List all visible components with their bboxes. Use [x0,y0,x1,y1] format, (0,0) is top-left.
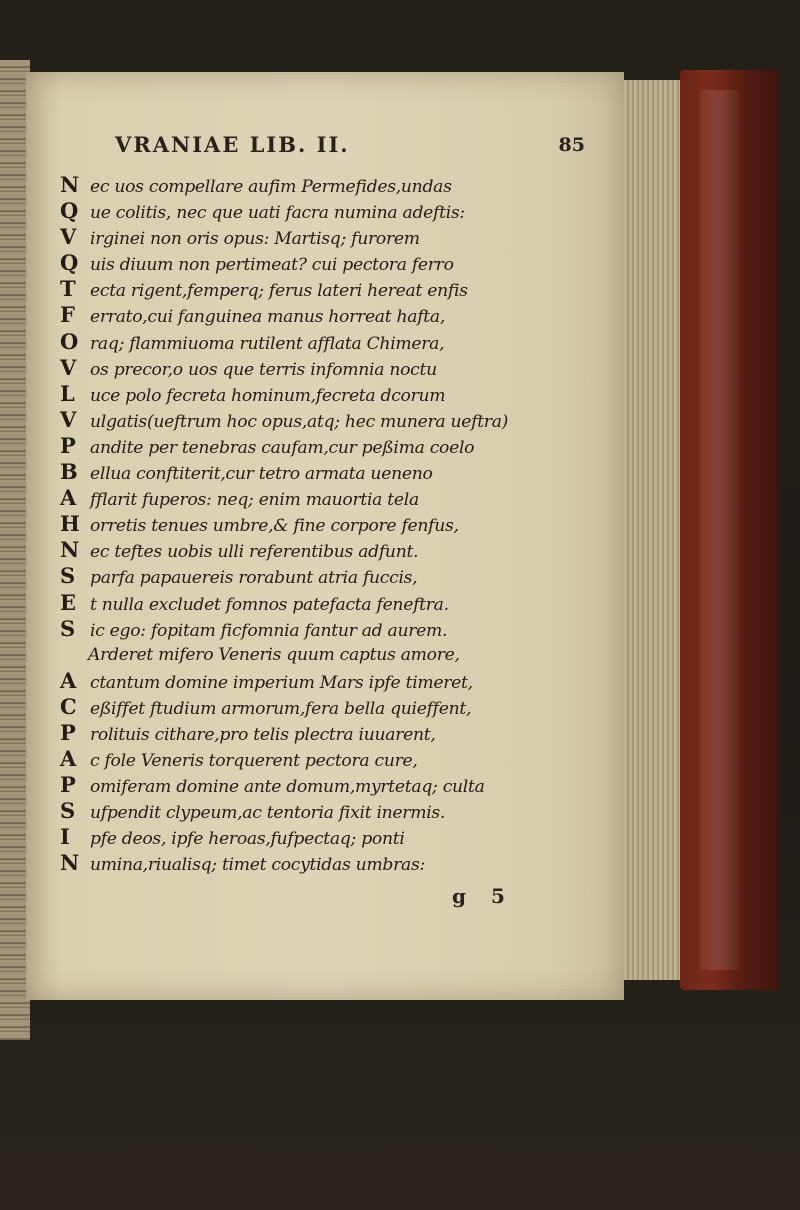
verse-initial: B [60,459,78,485]
verse-line [60,616,600,642]
verse-text: ellua conftiterit,cur tetro armata ueneno [90,464,433,485]
verse-text: umina,riualisq; timet cocytidas umbras: [90,855,425,876]
verse-line [60,485,600,511]
page-number: 85 [558,134,585,156]
verse-text: ec teftes uobis ulli referentibus adfunt. [90,542,419,563]
verse-line [60,381,600,407]
verse-line [60,459,600,485]
verse-line [60,250,600,276]
verse-line [60,563,600,589]
verse-text: uis diuum non pertimeat? cui pectora ferro [90,255,454,276]
verse-initial: A [60,667,77,693]
verse-text: raq; flammiuoma rutilent afflata Chimera, [90,333,445,354]
verse-text: ufpendit clypeum,ac tentoria fixit inermis. [90,803,446,824]
verse-initial: P [60,772,76,798]
verse-line [60,720,600,746]
verse-text: ic ego: fopitam ficfomnia fantur ad aurem. [90,620,448,641]
verse-text: fflarit fuperos: neq; enim mauortia tela [90,490,419,511]
verse-line [60,746,600,772]
verse-text: os precor,o uos que terris infomnia noctu [90,359,437,380]
verse-line [60,824,600,850]
verse-line [60,511,600,537]
verse-text: t nulla excludet fomnos patefacta feneftra. [90,594,449,615]
verse-text: ecta rigent,femperq; ferus lateri hereat enfis [90,281,468,302]
verse-text: irginei non oris opus: Martisq; furorem [90,229,420,250]
verse-text: omiferam domine ante domum,myrtetaq; culta [90,777,485,798]
verse-initial: A [60,485,77,511]
verse-line [60,798,600,824]
verse-line [60,772,600,798]
verse-list [60,172,600,877]
verse-initial: S [60,615,76,641]
verse-line [60,850,600,876]
verse-initial: V [60,224,77,250]
verse-initial: A [60,746,77,772]
verse-initial: N [60,850,80,876]
verse-line [60,668,600,694]
verse-initial: L [60,380,75,406]
verse-initial: H [60,511,80,537]
verse-text: pfe deos, ipfe heroas,fufpectaq; ponti [90,829,405,850]
verse-text: Arderet mifero Veneris quum captus amore, [88,644,460,665]
verse-line [60,172,600,198]
verse-text: ulgatis(ueftrum hoc opus,atq; hec munera ueftra) [90,411,509,432]
verse-line [60,590,600,616]
verse-initial: F [60,302,75,328]
verse-initial: I [60,824,70,850]
verse-initial: V [60,354,77,380]
verse-initial: V [60,406,77,432]
verse-initial: P [60,719,76,745]
verse-initial: C [60,693,77,719]
verse-text: orretis tenues umbre,& fine corpore fenfus, [90,516,459,537]
verse-text: errato,cui fanguinea manus horreat hafta, [90,307,446,328]
verse-text: andite per tenebras caufam,cur peßima coelo [90,437,475,458]
verse-line [60,302,600,328]
verse-text: ue colitis, nec que uati facra numina adeftis: [90,203,465,224]
signature-mark: g 5 [452,884,505,908]
verse-text: eßiffet ftudium armorum,fera bella quieffent, [90,698,472,719]
verse-text: parfa papauereis rorabunt atria fuccis, [90,568,418,589]
verse-initial: P [60,432,76,458]
verse-text: ec uos compellare aufim Permefides,undas [90,177,452,197]
verse-initial: T [60,276,76,302]
verse-initial: E [60,589,77,615]
verse-initial: S [60,798,76,824]
verse-line [60,329,600,355]
verse-text: ctantum domine imperium Mars ipfe timeret, [90,672,473,693]
verse-line [60,642,600,668]
verse-line [60,276,600,302]
verse-line [60,355,600,381]
running-head: VRANIAE LIB. II. [115,132,350,157]
verse-line [60,198,600,224]
verse-line [60,224,600,250]
verse-text: rolituis cithare,pro telis plectra iuuarent, [90,724,436,745]
cover-highlight [700,90,740,970]
verse-initial: N [60,172,80,197]
page-header [115,132,585,168]
verse-initial: Q [60,250,79,276]
verse-line [60,433,600,459]
verse-initial: N [60,537,80,563]
verse-line [60,694,600,720]
verse-line [60,537,600,563]
verse-initial: O [60,328,79,354]
verse-text: c fole Veneris torquerent pectora cure, [90,751,418,772]
verse-initial: S [60,563,76,589]
verse-line [60,407,600,433]
verse-text: uce polo fecreta hominum,fecreta dcorum [90,385,446,406]
verse-initial: Q [60,198,79,224]
